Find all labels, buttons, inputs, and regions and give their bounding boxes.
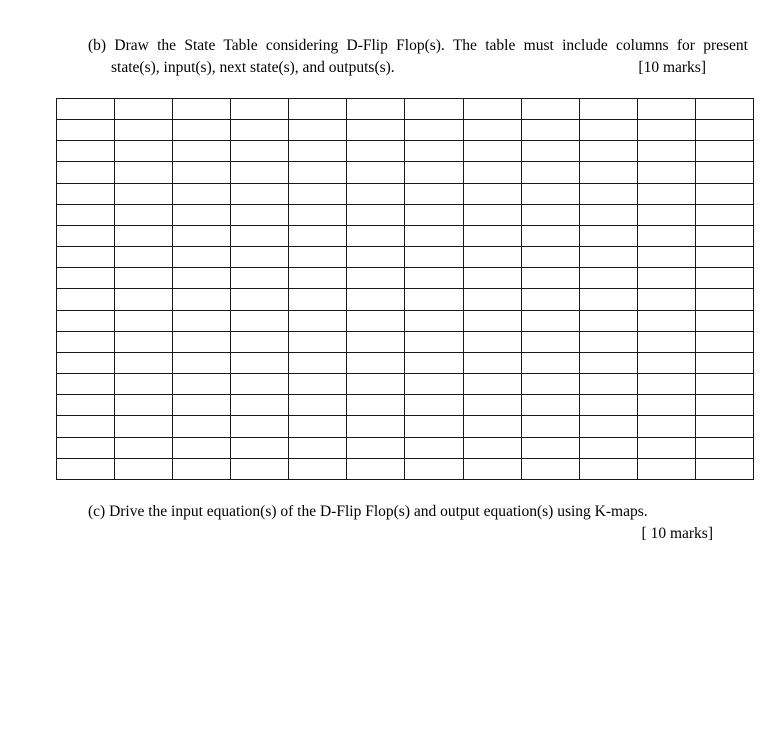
table-cell bbox=[57, 162, 115, 183]
table-cell bbox=[521, 141, 579, 162]
table-cell bbox=[405, 395, 463, 416]
table-row bbox=[57, 268, 754, 289]
table-cell bbox=[637, 225, 695, 246]
table-cell bbox=[405, 289, 463, 310]
table-cell bbox=[173, 331, 231, 352]
table-row bbox=[57, 162, 754, 183]
table-cell bbox=[463, 268, 521, 289]
table-cell bbox=[347, 162, 405, 183]
table-cell bbox=[289, 458, 347, 479]
table-cell bbox=[463, 310, 521, 331]
table-cell bbox=[57, 268, 115, 289]
table-cell bbox=[173, 374, 231, 395]
table-cell bbox=[521, 120, 579, 141]
table-cell bbox=[463, 99, 521, 120]
table-cell bbox=[115, 183, 173, 204]
table-cell bbox=[637, 183, 695, 204]
table-cell bbox=[173, 310, 231, 331]
table-cell bbox=[231, 141, 289, 162]
state-table-grid bbox=[56, 98, 754, 480]
table-cell bbox=[405, 120, 463, 141]
table-row bbox=[57, 204, 754, 225]
table-cell bbox=[347, 437, 405, 458]
table-cell bbox=[57, 310, 115, 331]
table-cell bbox=[521, 99, 579, 120]
table-cell bbox=[115, 416, 173, 437]
table-cell bbox=[57, 331, 115, 352]
table-cell bbox=[57, 374, 115, 395]
table-cell bbox=[579, 183, 637, 204]
table-cell bbox=[637, 289, 695, 310]
table-cell bbox=[173, 416, 231, 437]
table-cell bbox=[405, 225, 463, 246]
table-cell bbox=[521, 395, 579, 416]
table-cell bbox=[289, 437, 347, 458]
table-cell bbox=[231, 268, 289, 289]
question-b-line2-row bbox=[88, 57, 748, 79]
table-cell bbox=[231, 162, 289, 183]
question-c-marks: [ 10 marks] bbox=[641, 525, 713, 542]
table-cell bbox=[347, 331, 405, 352]
table-cell bbox=[173, 352, 231, 373]
table-cell bbox=[405, 331, 463, 352]
table-row bbox=[57, 225, 754, 246]
table-cell bbox=[289, 204, 347, 225]
table-cell bbox=[695, 141, 753, 162]
table-cell bbox=[173, 395, 231, 416]
table-cell bbox=[695, 374, 753, 395]
table-row bbox=[57, 374, 754, 395]
table-cell bbox=[289, 225, 347, 246]
question-b-marks: [10 marks] bbox=[638, 59, 706, 76]
table-cell bbox=[405, 374, 463, 395]
table-cell bbox=[637, 395, 695, 416]
table-cell bbox=[521, 204, 579, 225]
table-cell bbox=[579, 141, 637, 162]
table-cell bbox=[579, 247, 637, 268]
table-cell bbox=[115, 395, 173, 416]
table-cell bbox=[463, 141, 521, 162]
table-cell bbox=[695, 247, 753, 268]
table-cell bbox=[115, 141, 173, 162]
table-cell bbox=[579, 395, 637, 416]
table-cell bbox=[57, 225, 115, 246]
table-cell bbox=[173, 141, 231, 162]
table-cell bbox=[579, 162, 637, 183]
table-cell bbox=[405, 183, 463, 204]
table-cell bbox=[57, 395, 115, 416]
table-cell bbox=[521, 437, 579, 458]
table-cell bbox=[579, 225, 637, 246]
table-cell bbox=[521, 352, 579, 373]
table-cell bbox=[57, 99, 115, 120]
state-table bbox=[56, 98, 754, 480]
table-cell bbox=[289, 141, 347, 162]
table-cell bbox=[289, 99, 347, 120]
table-cell bbox=[231, 437, 289, 458]
table-cell bbox=[637, 268, 695, 289]
table-cell bbox=[521, 374, 579, 395]
table-cell bbox=[405, 458, 463, 479]
table-cell bbox=[173, 247, 231, 268]
table-cell bbox=[405, 437, 463, 458]
table-cell bbox=[637, 331, 695, 352]
table-cell bbox=[347, 225, 405, 246]
table-cell bbox=[231, 204, 289, 225]
table-cell bbox=[405, 247, 463, 268]
table-cell bbox=[405, 268, 463, 289]
table-cell bbox=[579, 310, 637, 331]
table-cell bbox=[695, 310, 753, 331]
table-cell bbox=[289, 310, 347, 331]
table-cell bbox=[463, 289, 521, 310]
table-cell bbox=[637, 416, 695, 437]
table-cell bbox=[57, 141, 115, 162]
table-cell bbox=[637, 120, 695, 141]
table-cell bbox=[579, 204, 637, 225]
table-cell bbox=[521, 183, 579, 204]
table-cell bbox=[579, 268, 637, 289]
table-cell bbox=[521, 247, 579, 268]
table-cell bbox=[347, 120, 405, 141]
table-cell bbox=[289, 268, 347, 289]
table-cell bbox=[347, 247, 405, 268]
table-cell bbox=[115, 437, 173, 458]
table-cell bbox=[173, 437, 231, 458]
table-row bbox=[57, 120, 754, 141]
table-cell bbox=[637, 99, 695, 120]
table-cell bbox=[347, 204, 405, 225]
table-cell bbox=[173, 120, 231, 141]
table-cell bbox=[463, 395, 521, 416]
table-cell bbox=[231, 289, 289, 310]
table-cell bbox=[57, 247, 115, 268]
table-cell bbox=[115, 162, 173, 183]
table-row bbox=[57, 183, 754, 204]
table-cell bbox=[637, 374, 695, 395]
table-cell bbox=[463, 120, 521, 141]
table-cell bbox=[231, 458, 289, 479]
table-cell bbox=[115, 247, 173, 268]
table-cell bbox=[521, 310, 579, 331]
table-row bbox=[57, 289, 754, 310]
table-cell bbox=[347, 268, 405, 289]
table-cell bbox=[57, 352, 115, 373]
table-cell bbox=[231, 247, 289, 268]
table-cell bbox=[115, 120, 173, 141]
table-cell bbox=[405, 162, 463, 183]
table-cell bbox=[347, 352, 405, 373]
table-cell bbox=[695, 331, 753, 352]
table-cell bbox=[231, 395, 289, 416]
table-cell bbox=[231, 416, 289, 437]
table-cell bbox=[405, 416, 463, 437]
table-cell bbox=[463, 458, 521, 479]
table-cell bbox=[579, 120, 637, 141]
table-cell bbox=[463, 225, 521, 246]
table-cell bbox=[463, 247, 521, 268]
table-cell bbox=[231, 374, 289, 395]
table-cell bbox=[405, 141, 463, 162]
table-cell bbox=[695, 416, 753, 437]
table-cell bbox=[115, 374, 173, 395]
table-cell bbox=[521, 225, 579, 246]
table-cell bbox=[173, 183, 231, 204]
table-cell bbox=[695, 289, 753, 310]
table-cell bbox=[695, 395, 753, 416]
table-cell bbox=[57, 458, 115, 479]
table-cell bbox=[173, 204, 231, 225]
table-cell bbox=[289, 120, 347, 141]
table-cell bbox=[521, 331, 579, 352]
table-row bbox=[57, 395, 754, 416]
table-cell bbox=[579, 416, 637, 437]
table-cell bbox=[115, 458, 173, 479]
table-cell bbox=[579, 289, 637, 310]
table-cell bbox=[695, 204, 753, 225]
table-cell bbox=[115, 204, 173, 225]
table-cell bbox=[115, 352, 173, 373]
table-cell bbox=[231, 225, 289, 246]
table-cell bbox=[637, 141, 695, 162]
table-cell bbox=[405, 352, 463, 373]
table-row bbox=[57, 458, 754, 479]
table-row bbox=[57, 141, 754, 162]
table-cell bbox=[579, 352, 637, 373]
table-cell bbox=[637, 310, 695, 331]
table-cell bbox=[57, 204, 115, 225]
table-cell bbox=[289, 183, 347, 204]
question-b bbox=[88, 35, 748, 79]
table-cell bbox=[695, 99, 753, 120]
table-cell bbox=[289, 162, 347, 183]
table-cell bbox=[695, 268, 753, 289]
table-cell bbox=[289, 416, 347, 437]
table-cell bbox=[115, 268, 173, 289]
table-cell bbox=[695, 437, 753, 458]
table-cell bbox=[463, 331, 521, 352]
table-cell bbox=[115, 289, 173, 310]
table-cell bbox=[173, 225, 231, 246]
table-row bbox=[57, 247, 754, 268]
table-cell bbox=[405, 204, 463, 225]
table-cell bbox=[231, 352, 289, 373]
table-cell bbox=[463, 437, 521, 458]
question-c bbox=[88, 501, 728, 545]
table-cell bbox=[115, 331, 173, 352]
table-cell bbox=[463, 352, 521, 373]
table-cell bbox=[637, 162, 695, 183]
table-cell bbox=[289, 247, 347, 268]
table-cell bbox=[695, 458, 753, 479]
table-cell bbox=[347, 395, 405, 416]
table-cell bbox=[521, 416, 579, 437]
table-cell bbox=[173, 289, 231, 310]
table-cell bbox=[57, 416, 115, 437]
table-cell bbox=[579, 374, 637, 395]
table-cell bbox=[57, 437, 115, 458]
table-cell bbox=[115, 225, 173, 246]
table-cell bbox=[57, 289, 115, 310]
table-cell bbox=[231, 310, 289, 331]
table-cell bbox=[463, 162, 521, 183]
table-cell bbox=[637, 437, 695, 458]
table-cell bbox=[289, 352, 347, 373]
table-cell bbox=[347, 183, 405, 204]
table-cell bbox=[695, 120, 753, 141]
table-cell bbox=[347, 99, 405, 120]
table-cell bbox=[347, 458, 405, 479]
table-row bbox=[57, 310, 754, 331]
table-cell bbox=[521, 162, 579, 183]
table-cell bbox=[115, 310, 173, 331]
table-cell bbox=[637, 204, 695, 225]
table-cell bbox=[579, 437, 637, 458]
table-cell bbox=[173, 99, 231, 120]
table-row bbox=[57, 99, 754, 120]
table-row bbox=[57, 352, 754, 373]
table-cell bbox=[637, 458, 695, 479]
table-cell bbox=[347, 416, 405, 437]
table-cell bbox=[347, 374, 405, 395]
table-cell bbox=[231, 99, 289, 120]
table-cell bbox=[347, 310, 405, 331]
table-row bbox=[57, 331, 754, 352]
table-cell bbox=[463, 183, 521, 204]
table-cell bbox=[347, 141, 405, 162]
table-cell bbox=[463, 374, 521, 395]
table-cell bbox=[637, 352, 695, 373]
table-cell bbox=[695, 225, 753, 246]
table-cell bbox=[695, 183, 753, 204]
table-cell bbox=[637, 247, 695, 268]
table-cell bbox=[289, 331, 347, 352]
table-row bbox=[57, 416, 754, 437]
table-cell bbox=[579, 331, 637, 352]
question-b-line1: (b) Draw the State Table considering D-Flip Flop(s). The table must include columns for present bbox=[88, 37, 748, 54]
table-cell bbox=[579, 458, 637, 479]
table-cell bbox=[463, 416, 521, 437]
table-cell bbox=[289, 289, 347, 310]
table-cell bbox=[695, 352, 753, 373]
table-cell bbox=[173, 268, 231, 289]
table-cell bbox=[231, 183, 289, 204]
table-cell bbox=[521, 289, 579, 310]
table-cell bbox=[289, 395, 347, 416]
table-cell bbox=[405, 310, 463, 331]
table-cell bbox=[521, 458, 579, 479]
table-cell bbox=[521, 268, 579, 289]
table-cell bbox=[579, 99, 637, 120]
table-row bbox=[57, 437, 754, 458]
table-cell bbox=[173, 162, 231, 183]
table-cell bbox=[695, 162, 753, 183]
question-c-text: (c) Drive the input equation(s) of the D-Flip Flop(s) and output equation(s) using K-maps. bbox=[88, 503, 648, 520]
table-cell bbox=[347, 289, 405, 310]
table-cell bbox=[463, 204, 521, 225]
table-cell bbox=[57, 183, 115, 204]
table-cell bbox=[57, 120, 115, 141]
table-cell bbox=[231, 120, 289, 141]
table-cell bbox=[231, 331, 289, 352]
table-cell bbox=[289, 374, 347, 395]
table-cell bbox=[173, 458, 231, 479]
table-cell bbox=[405, 99, 463, 120]
table-cell bbox=[115, 99, 173, 120]
question-b-line2: state(s), input(s), next state(s), and outputs(s). bbox=[111, 59, 395, 76]
